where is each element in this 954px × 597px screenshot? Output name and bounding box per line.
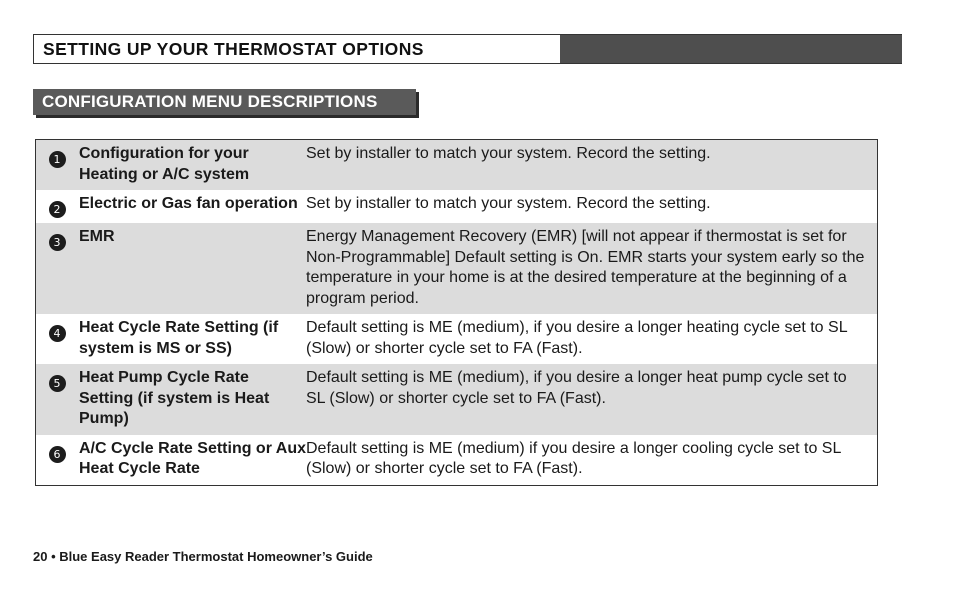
row-number-cell	[36, 439, 78, 480]
page-header	[33, 34, 902, 64]
row-number-cell	[36, 318, 78, 359]
page-header-fill	[560, 35, 902, 63]
row-number-cell	[36, 227, 78, 309]
row-description: Set by installer to match your system. Record the setting.	[306, 145, 711, 162]
row-description: Default setting is ME (medium), if you desire a longer heat pump cycle set to SL (Slow) or shorter cycle set to FA (Fast).	[306, 369, 847, 407]
section-heading-title: CONFIGURATION MENU DESCRIPTIONS	[33, 89, 416, 115]
row-number-badge: 3	[49, 234, 66, 251]
row-description: Set by installer to match your system. Record the setting.	[306, 195, 711, 212]
table-row	[36, 223, 877, 314]
row-description: Default setting is ME (medium), if you desire a longer heating cycle set to SL (Slow) or shorter cycle set to FA (Fast).	[306, 319, 847, 357]
row-number-cell	[36, 144, 78, 185]
config-menu-table	[35, 139, 878, 486]
row-name: A/C Cycle Rate Setting or Aux Heat Cycle Rate	[79, 439, 307, 477]
row-number-badge: 2	[49, 201, 66, 218]
table-row	[36, 364, 877, 435]
row-name: Electric or Gas fan operation	[79, 195, 298, 212]
row-number-badge: 1	[49, 151, 66, 168]
row-name: EMR	[79, 228, 115, 245]
row-name: Heat Pump Cycle Rate Setting (if system is Heat Pump)	[79, 369, 270, 427]
table-row	[36, 140, 877, 190]
page-header-title: SETTING UP YOUR THERMOSTAT OPTIONS	[34, 35, 560, 63]
row-description: Default setting is ME (medium) if you desire a longer cooling cycle set to SL (Slow) or shorter cycle set to FA (Fast).	[306, 439, 841, 477]
row-name: Heat Cycle Rate Setting (if system is MS or SS)	[79, 319, 279, 357]
table-row	[36, 435, 877, 485]
table-row	[36, 314, 877, 364]
row-description: Energy Management Recovery (EMR) [will not appear if thermostat is set for Non-Programmable] Default setting is On. EMR starts your system early so the temperature in your home is at the desired temperature at the beginning of a program period.	[306, 228, 865, 307]
row-number-badge: 6	[49, 446, 66, 463]
row-number-badge: 5	[49, 375, 66, 392]
table-row	[36, 190, 877, 223]
row-name: Configuration for your Heating or A/C system	[79, 145, 250, 183]
row-number-cell	[36, 368, 78, 430]
page-footer: 20 • Blue Easy Reader Thermostat Homeowner’s Guide	[33, 549, 373, 564]
section-heading	[33, 89, 416, 115]
row-number-cell	[36, 194, 78, 218]
row-number-badge: 4	[49, 325, 66, 342]
